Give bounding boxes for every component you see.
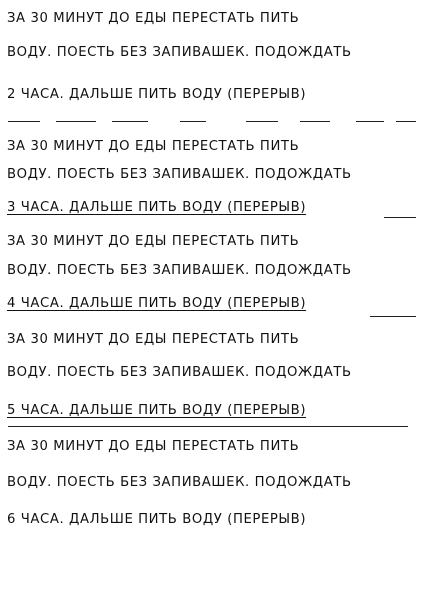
note-line-3: 2 ЧАСА. ДАЛЬШЕ ПИТЬ ВОДУ (ПЕРЕРЫВ): [7, 87, 307, 102]
note-line-4: ЗА 30 МИНУТ ДО ЕДЫ ПЕРЕСТАТЬ ПИТЬ: [7, 139, 300, 154]
separator-stroke: [8, 426, 408, 427]
separator-stroke: [56, 121, 96, 122]
separator-stroke: [180, 121, 206, 122]
note-line-12: 5 ЧАСА. ДАЛЬШЕ ПИТЬ ВОДУ (ПЕРЕРЫВ): [7, 403, 307, 418]
note-line-6: 3 ЧАСА. ДАЛЬШЕ ПИТЬ ВОДУ (ПЕРЕРЫВ): [7, 200, 307, 215]
separator-stroke: [246, 121, 278, 122]
note-line-14: ВОДУ. ПОЕСТЬ БЕЗ ЗАПИВАШЕК. ПОДОЖДАТЬ: [7, 475, 352, 490]
separator-stroke: [396, 121, 416, 122]
separator-stroke: [8, 121, 40, 122]
note-line-13: ЗА 30 МИНУТ ДО ЕДЫ ПЕРЕСТАТЬ ПИТЬ: [7, 439, 300, 454]
note-line-5: ВОДУ. ПОЕСТЬ БЕЗ ЗАПИВАШЕК. ПОДОЖДАТЬ: [7, 167, 352, 182]
separator-stroke: [370, 316, 416, 317]
note-line-7: ЗА 30 МИНУТ ДО ЕДЫ ПЕРЕСТАТЬ ПИТЬ: [7, 234, 300, 249]
separator-stroke: [300, 121, 330, 122]
separator-stroke: [384, 217, 416, 218]
note-line-8: ВОДУ. ПОЕСТЬ БЕЗ ЗАПИВАШЕК. ПОДОЖДАТЬ: [7, 263, 352, 278]
note-line-2: ВОДУ. ПОЕСТЬ БЕЗ ЗАПИВАШЕК. ПОДОЖДАТЬ: [7, 45, 352, 60]
separator-stroke: [112, 121, 148, 122]
note-line-11: ВОДУ. ПОЕСТЬ БЕЗ ЗАПИВАШЕК. ПОДОЖДАТЬ: [7, 365, 352, 380]
separator-stroke: [356, 121, 384, 122]
note-line-15: 6 ЧАСА. ДАЛЬШЕ ПИТЬ ВОДУ (ПЕРЕРЫВ): [7, 512, 307, 527]
note-line-1: ЗА 30 МИНУТ ДО ЕДЫ ПЕРЕСТАТЬ ПИТЬ: [7, 11, 300, 26]
note-line-10: ЗА 30 МИНУТ ДО ЕДЫ ПЕРЕСТАТЬ ПИТЬ: [7, 332, 300, 347]
note-line-9: 4 ЧАСА. ДАЛЬШЕ ПИТЬ ВОДУ (ПЕРЕРЫВ): [7, 296, 307, 311]
